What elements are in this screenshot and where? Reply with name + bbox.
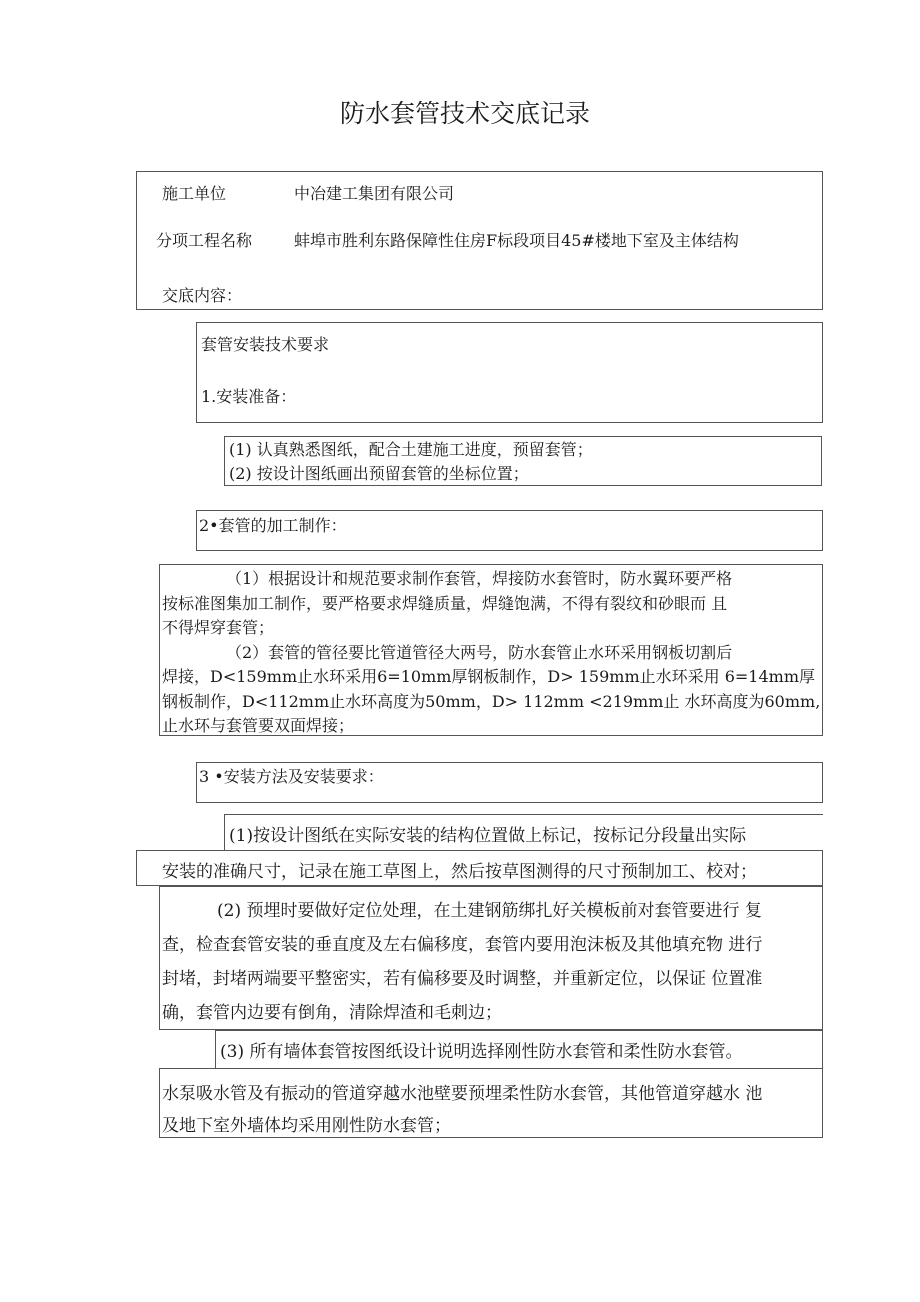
install-item3-line: 及地下室外墙体均采用刚性防水套管；: [162, 1116, 451, 1136]
fabrication-line: 止水环与套管要双面焊接；: [162, 716, 355, 735]
unit-value: 中冶建工集团有限公司: [294, 184, 455, 203]
requirements-heading: 套管安装技术要求: [201, 335, 330, 354]
fabrication-line: 按标准图集加工制作，要严格要求焊缝质量，焊缝饱满，不得有裂纹和砂眼而 且: [162, 593, 728, 613]
fabrication-line: （1）根据设计和规范要求制作套管，焊接防水套管时，防水翼环要严格: [226, 569, 733, 588]
install-item1-line1: (1)按设计图纸在实际安装的结构位置做上标记，按标记分段量出实际: [229, 826, 747, 846]
prep-heading: 1.安装准备：: [201, 387, 297, 406]
install-item2-line: 查，检查套管安装的垂直度及左右偏移度，套管内要用泡沫板及其他填充物 进行: [162, 935, 763, 955]
page-title: 防水套管技术交底记录: [340, 99, 591, 128]
prep-item-1: (1) 认真熟悉图纸，配合土建施工进度，预留套管；: [229, 440, 593, 459]
install-item2-line: 封堵，封堵两端要平整密实，若有偏移要及时调整，并重新定位，以保证 位置准: [162, 969, 763, 989]
unit-label: 施工单位: [162, 184, 227, 203]
install-item3-line: 水泵吸水管及有振动的管道穿越水池壁要预埋柔性防水套管，其他管道穿越水 池: [162, 1084, 763, 1104]
install-item2-line: 确，套管内边要有倒角，清除焊渣和毛刺边；: [162, 1003, 502, 1023]
prep-item-2: (2) 按设计图纸画出预留套管的坐标位置；: [229, 464, 529, 483]
fabrication-line: （2）套管的管径要比管道管径大两号，防水套管止水环采用钢板切割后: [226, 642, 733, 662]
content-label: 交底内容：: [162, 286, 243, 305]
install-item3-line1: (3) 所有墙体套管按图纸设计说明选择刚性防水套管和柔性防水套管。: [220, 1042, 743, 1062]
fabrication-line: 不得焊穿套管；: [162, 618, 275, 637]
project-value: 蚌埠市胜利东路保障性住房F标段项目45#楼地下室及主体结构: [294, 231, 739, 250]
fabrication-text: [162, 567, 820, 739]
project-label: 分项工程名称: [156, 231, 253, 250]
install-item3-text: [162, 1078, 762, 1142]
install-item2-text: [162, 894, 762, 1030]
fabrication-line: 钢板制作，D<112mm止水环高度为50mm，D> 112mm <219mm止 水环高度为60mm,: [162, 691, 821, 711]
install-item1-line2: 安装的准确尺寸，记录在施工草图上，然后按草图测得的尺寸预制加工、校对；: [162, 862, 757, 882]
fabrication-heading: 2•套管的加工制作：: [199, 516, 347, 535]
fabrication-line: 焊接，D<159mm止水环采用6=10mm厚钢板制作，D> 159mm止水环采用 6=14mm厚: [162, 667, 815, 686]
install-item2-line: (2) 预埋时要做好定位处理，在土建钢筋绑扎好关模板前对套管要进行 复: [217, 901, 762, 921]
install-heading: 3 •安装方法及安装要求：: [199, 767, 384, 786]
